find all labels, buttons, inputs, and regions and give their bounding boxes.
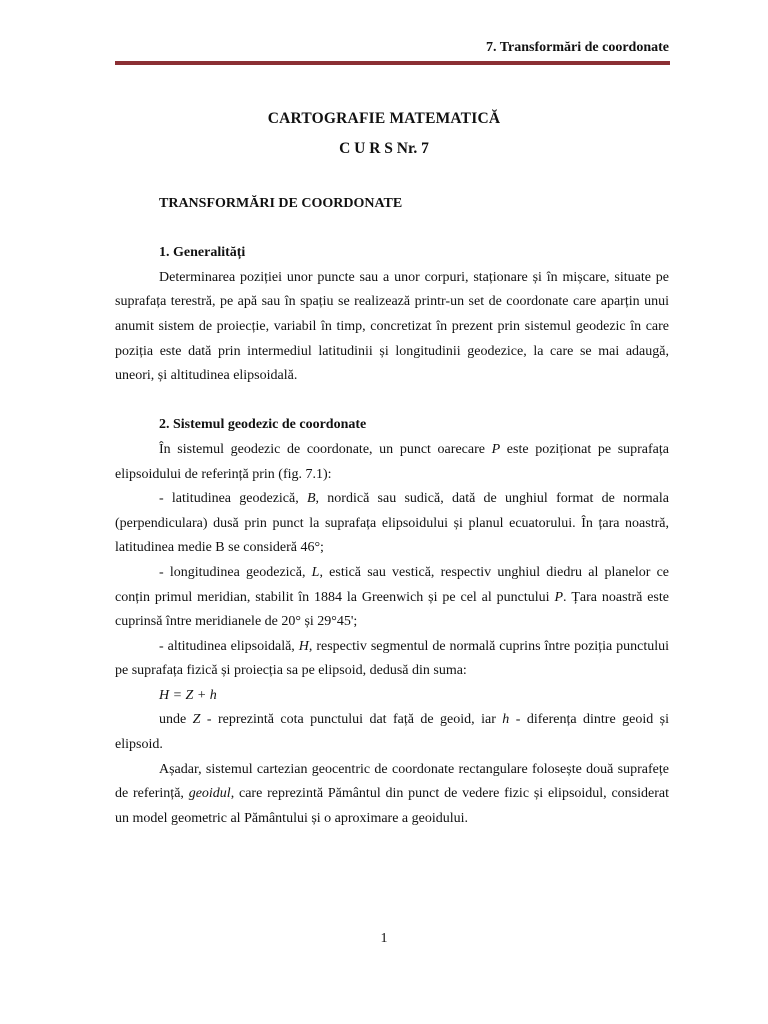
header-rule: [115, 61, 670, 65]
main-title: CARTOGRAFIE MATEMATICĂ: [267, 110, 501, 127]
where-paragraph: unde Z - reprezintă cota punctului dat față de geoid, iar h - diferența dintre geoid și elipsoid.: [115, 712, 669, 753]
section2-intro: În sistemul geodezic de coordonate, un punct oarecare P este poziționat pe suprafața elipsoidului de referință prin (fig. 7.1):: [115, 441, 669, 482]
equation: H = Z + h: [159, 687, 217, 703]
latitude-paragraph: - latitudinea geodezică, B, nordică sau sudică, dată de unghiul format de normala (perpendiculara) dusă prin punct la suprafața elipsoidului și planul ecuatorului. În țara noastră, latitudinea medie B se consideră 46°;: [115, 491, 669, 556]
content-body: [115, 192, 669, 831]
section-heading-2: 2. Sistemul geodezic de coordonate: [159, 417, 367, 433]
running-header: 7. Transformări de coordonate: [485, 40, 669, 55]
section1-paragraph: Determinarea poziției unor puncte sau a unor corpuri, staționare și în mișcare, situate pe suprafața terestră, pe apă sau în spațiu se realizează printr-un set de coordonate care aparțin unui anumit sistem de proiecție, variabil în timp, concretizat în prezent prin sistemul geodezic în care poziția este dată prin intermediul latitudinii și longitudinii geodezice, la care se mai adaugă, uneori, și altitudinea elipsoidală.: [115, 269, 669, 384]
section-heading-1: 1. Generalități: [159, 245, 246, 261]
altitude-paragraph: - altitudinea elipsoidală, H, respectiv segmentul de normală cuprins între poziția punctului pe suprafața fizică și proiecția sa pe elipsoid, dedusă din suma:: [115, 638, 670, 679]
page-number: 1: [380, 931, 388, 946]
conclusion-paragraph: Așadar, sistemul cartezian geocentric de coordonate rectangulare folosește două suprafețe de referință, geoidul, care reprezintă Pământul din punct de vedere fizic și elipsoidul, considerat un model geometric al Pământului și o aproximare a geoidului.: [115, 761, 669, 826]
longitude-paragraph: - longitudinea geodezică, L, estică sau vestică, respectiv unghiul diedru al planelor ce conțin primul meridian, stabilit în 1884 la Greenwich și pe cel al punctului P. Țara noastră este cuprinsă între meridianele de 20° și 29°45';: [115, 564, 669, 630]
course-title: C U R S Nr. 7: [339, 140, 429, 157]
chapter-title: TRANSFORMĂRI DE COORDONATE: [159, 196, 403, 211]
